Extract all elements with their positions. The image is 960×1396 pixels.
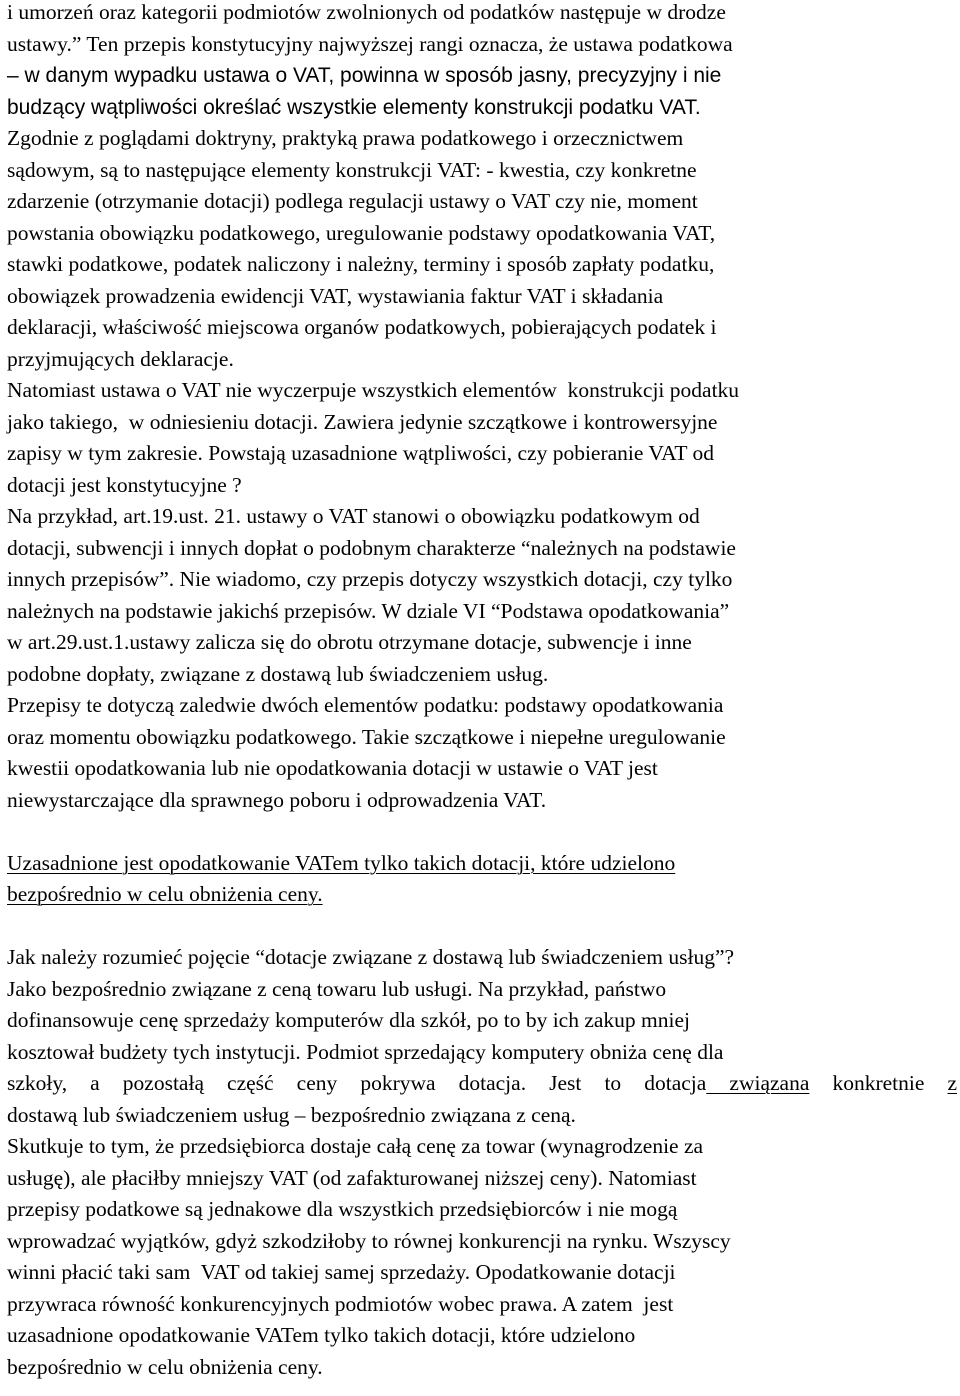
text-line: stawki podatkowe, podatek naliczony i należny, terminy i sposób zapłaty podatku, [7,252,715,276]
underlined-conclusion [7,848,957,911]
paragraph-vat-insufficient [7,375,957,501]
text-line: obowiązek prowadzenia ewidencji VAT, wystawiania faktur VAT i składania [7,283,664,308]
text-line: winni płacić taki sam VAT od takiej samej sprzedaży. Opodatkowanie dotacji [7,1260,676,1284]
text-line: dotacji jest konstytucyjne ? [7,472,242,497]
text-line: podobne dopłaty, związane z dostawą lub świadczeniem usług. [7,661,549,686]
text-line: dofinansowuje cenę sprzedaży komputerów dla szkół, po to by ich zakup mniej [7,1008,691,1032]
text-line: Na przykład, art.19.ust. 21. ustawy o VAT stanowi o obowiązku podatkowym od [7,504,700,528]
underlined-text: Uzasadnione jest opodatkowanie VATem tylko takich dotacji, które udzielono [7,850,676,875]
text-line: należnych na podstawie jakichś przepisów. W dziale VI “Podstawa opodatkowania” [7,598,730,623]
text-line: przepisy podatkowe są jednakowe dla wszystkich przedsiębiorców i nie mogą [7,1197,678,1221]
text-line: powstania obowiązku podatkowego, uregulowanie podstawy opodatkowania VAT, [7,220,716,245]
text-line: kwestii opodatkowania lub nie opodatkowania dotacji w ustawie o VAT jest [7,756,658,780]
text-line: Natomiast ustawa o VAT nie wyczerpuje wszystkich elementów konstrukcji podatku [7,378,740,402]
text-line: Przepisy te dotyczą zaledwie dwóch elementów podatku: podstawy opodatkowania [7,693,724,717]
text-line: ustawy.” Ten przepis konstytucyjny najwyższej rangi oznacza, że ustawa podatkowa [7,31,733,56]
text-line: Zgodnie z poglądami doktryny, praktyką prawa podatkowego i orzecznictwem [7,126,684,150]
text-line: oraz momentu obowiązku podatkowego. Takie szczątkowe i niepełne uregulowanie [7,724,726,749]
paragraph-consequences [7,1131,957,1383]
text-line: zapisy w tym zakresie. Powstają uzasadnione wątpliwości, czy pobieranie VAT od [7,441,714,465]
paragraph-two-elements [7,690,957,816]
text-line: i umorzeń oraz kategorii podmiotów zwolnionych od podatków następuje w drodze [7,0,726,24]
text-line: zdarzenie (otrzymanie dotacji) podlega regulacji ustawy o VAT czy nie, moment [7,189,698,213]
text-line: dotacji, subwencji i innych dopłat o podobnym charakterze “należnych na podstawie [7,535,736,560]
text-line: przywraca równość konkurencyjnych podmiotów wobec prawa. A zatem jest [7,1291,674,1316]
paragraph-example-art19 [7,501,957,690]
text-line: kosztował budżety tych instytucji. Podmiot sprzedający komputery obniża cenę dla [7,1039,724,1064]
text-line: przyjmujących deklaracje. [7,346,234,371]
text-line: deklaracji, właściwość miejscowa organów podatkowych, pobierających podatek i [7,315,717,339]
underlined-text: z [947,1071,958,1095]
text-line: Skutkuje to tym, że przedsiębiorca dostaje całą cenę za towar (wynagrodzenie za [7,1134,704,1158]
text-line: sądowym, są to następujące elementy konstrukcji VAT: - kwestia, czy konkretne [7,157,697,182]
text-span: konkretnie [809,1071,948,1095]
text-line: budzący wątpliwości określać wszystkie elementy konstrukcji podatku VAT. [7,95,701,119]
paragraph-how-to-understand [7,942,957,1131]
blank-line [7,911,957,943]
text-line: wprowadzać wyjątków, gdyż szkodziłoby to równej konkurencji na rynku. Wszyscy [7,1228,731,1253]
text-line: innych przepisów”. Nie wiadomo, czy przepis dotyczy wszystkich dotacji, czy tylko [7,567,733,591]
text-line: uzasadnione opodatkowanie VATem tylko takich dotacji, które udzielono [7,1323,636,1347]
text-line: usługę), ale płaciłby mniejszy VAT (od zafakturowanej niższej ceny). Natomiast [7,1165,697,1190]
text-line: w art.29.ust.1.ustawy zalicza się do obrotu otrzymane dotacje, subwencje i inne [7,630,692,654]
text-line: jako takiego, w odniesieniu dotacji. Zawiera jedynie szczątkowe i kontrowersyjne [7,409,718,434]
text-line: niewystarczające dla sprawnego poboru i odprowadzenia VAT. [7,787,547,812]
text-line: bezpośrednio w celu obniżenia ceny. [7,1354,323,1379]
paragraph-constitution [7,0,957,375]
text-line: – w danym wypadku ustawa o VAT, powinna w sposób jasny, precyzyjny i nie [7,64,722,87]
text-line [7,1068,957,1100]
underlined-text: bezpośrednio w celu obniżenia ceny. [7,882,323,906]
blank-line [7,816,957,848]
document-page [7,0,957,1383]
text-span: szkoły, a pozostałą część ceny pokrywa dotacja. Jest to dotacja [7,1071,707,1095]
text-line: Jako bezpośrednio związane z ceną towaru lub usługi. Na przykład, państwo [7,976,667,1001]
text-line: dostawą lub świadczeniem usług – bezpośrednio związana z ceną. [7,1102,576,1127]
text-line: Jak należy rozumieć pojęcie “dotacje związane z dostawą lub świadczeniem usług”? [7,945,735,969]
underlined-text: związana [706,1071,810,1095]
